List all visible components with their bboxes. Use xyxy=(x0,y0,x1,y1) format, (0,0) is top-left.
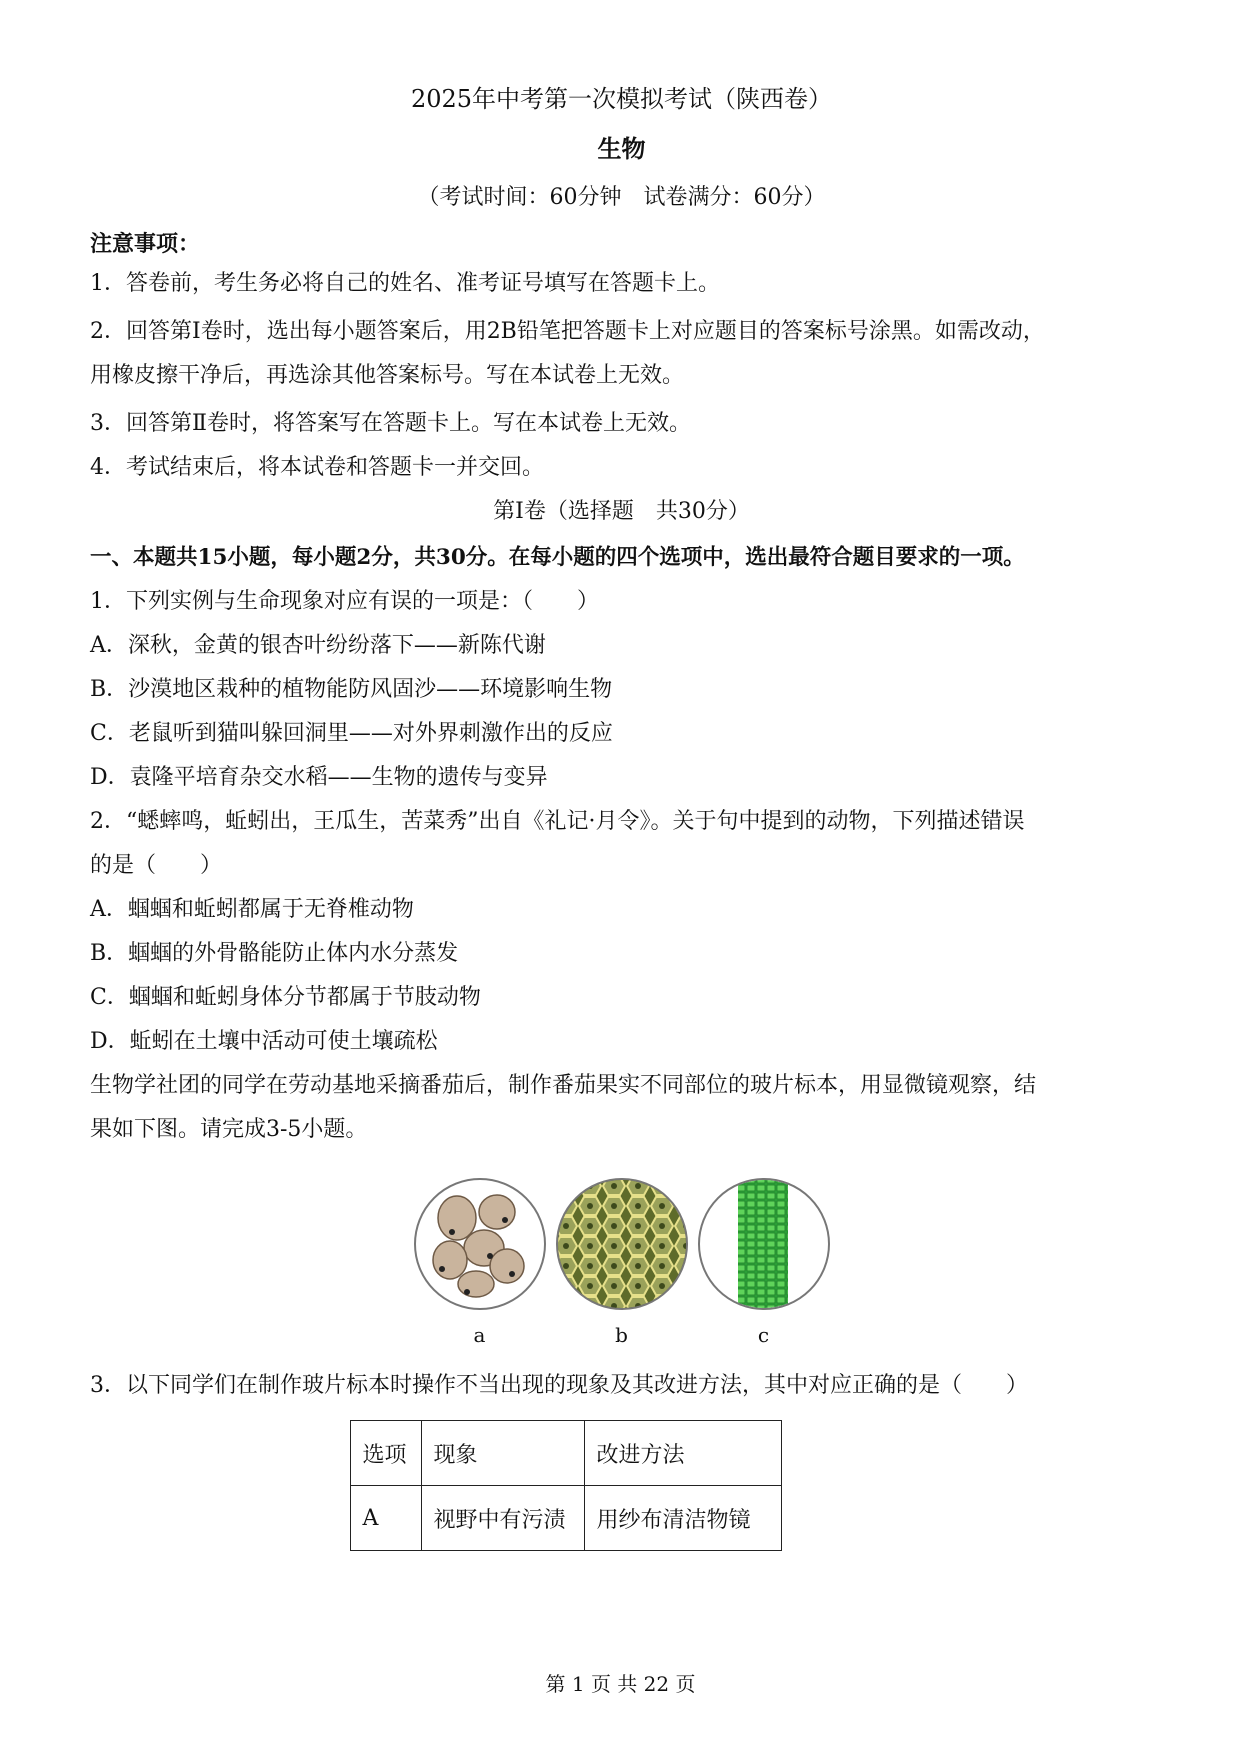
question-2-option-a: A．蝈蝈和蚯蚓都属于无脊椎动物 xyxy=(90,897,414,922)
microscope-figure xyxy=(412,1176,832,1350)
table-header-cell: 选项 xyxy=(350,1421,421,1486)
notice-item: 用橡皮擦干净后，再选涂其他答案标号。写在本试卷上无效。 xyxy=(90,363,685,388)
table-cell: 用纱布清洁物镜 xyxy=(584,1486,781,1551)
tomato-pulp-cells-image xyxy=(412,1176,548,1312)
figure-label-b: b xyxy=(615,1323,628,1347)
figure-c xyxy=(696,1176,832,1350)
question-2-option-c: C．蝈蝈和蚯蚓身体分节都属于节肢动物 xyxy=(90,985,481,1010)
figure-a xyxy=(412,1176,548,1350)
tomato-epidermis-cells-image xyxy=(554,1176,690,1312)
question-1-stem: 1．下列实例与生命现象对应有误的一项是：（ ） xyxy=(90,589,599,614)
figure-label-c: c xyxy=(757,1323,770,1347)
table-row xyxy=(350,1486,781,1551)
page-footer: 第 1 页 共 22 页 xyxy=(545,1672,696,1696)
question-2-stem: 2．“蟋蟀鸣，蚯蚓出，王瓜生，苦菜秀”出自《礼记·月令》。关于句中提到的动物，下列描述错误 xyxy=(90,809,1025,834)
question-1-option-b: B．沙漠地区栽种的植物能防风固沙——环境影响生物 xyxy=(90,677,613,702)
table-header-row xyxy=(350,1421,781,1486)
intro-3-5: 生物学社团的同学在劳动基地采摘番茄后，制作番茄果实不同部位的玻片标本，用显微镜观察，结 xyxy=(90,1073,1037,1098)
notice-item: 1．答卷前，考生务必将自己的姓名、准考证号填写在答题卡上。 xyxy=(90,271,720,296)
question-1-option-d: D．袁隆平培育杂交水稻——生物的遗传与变异 xyxy=(90,765,548,790)
question-3-table xyxy=(350,1420,782,1551)
question-2-option-d: D．蚯蚓在土壤中活动可使土壤疏松 xyxy=(90,1029,438,1054)
tomato-vessel-cells-image xyxy=(696,1176,832,1312)
notice-title: 注意事项： xyxy=(90,231,201,257)
notice-item: 2．回答第Ⅰ卷时，选出每小题答案后，用2B铅笔把答题卡上对应题目的答案标号涂黑。如需改动， xyxy=(90,319,1045,344)
exam-subject: 生物 xyxy=(597,134,646,163)
table-cell: 视野中有污渍 xyxy=(421,1486,584,1551)
question-1-option-a: A．深秋，金黄的银杏叶纷纷落下——新陈代谢 xyxy=(90,633,546,658)
question-1-option-c: C．老鼠听到猫叫躲回洞里——对外界刺激作出的反应 xyxy=(90,721,613,746)
section-heading: 第Ⅰ卷（选择题 共30分） xyxy=(493,499,750,524)
intro-3-5-cont: 果如下图。请完成3-5小题。 xyxy=(90,1117,368,1142)
exam-title: 2025年中考第一次模拟考试（陕西卷） xyxy=(410,85,833,113)
question-3-stem: 3．以下同学们在制作玻片标本时操作不当出现的现象及其改进方法，其中对应正确的是（ ） xyxy=(90,1373,1029,1398)
question-2-option-b: B．蝈蝈的外骨骼能防止体内水分蒸发 xyxy=(90,941,459,966)
exam-time-info: （考试时间：60分钟 试卷满分：60分） xyxy=(417,185,826,210)
section-instruction: 一、本题共15小题，每小题2分，共30分。在每小题的四个选项中，选出最符合题目要求的一项。 xyxy=(90,545,1025,570)
table-header-cell: 改进方法 xyxy=(584,1421,781,1486)
question-2-stem-cont: 的是（ ） xyxy=(90,853,223,878)
notice-item: 3．回答第Ⅱ卷时，将答案写在答题卡上。写在本试卷上无效。 xyxy=(90,411,691,436)
figure-label-a: a xyxy=(473,1323,486,1347)
table-cell: A xyxy=(350,1486,421,1551)
figure-b xyxy=(554,1176,690,1350)
table-header-cell: 现象 xyxy=(421,1421,584,1486)
notice-item: 4．考试结束后，将本试卷和答题卡一并交回。 xyxy=(90,455,544,480)
